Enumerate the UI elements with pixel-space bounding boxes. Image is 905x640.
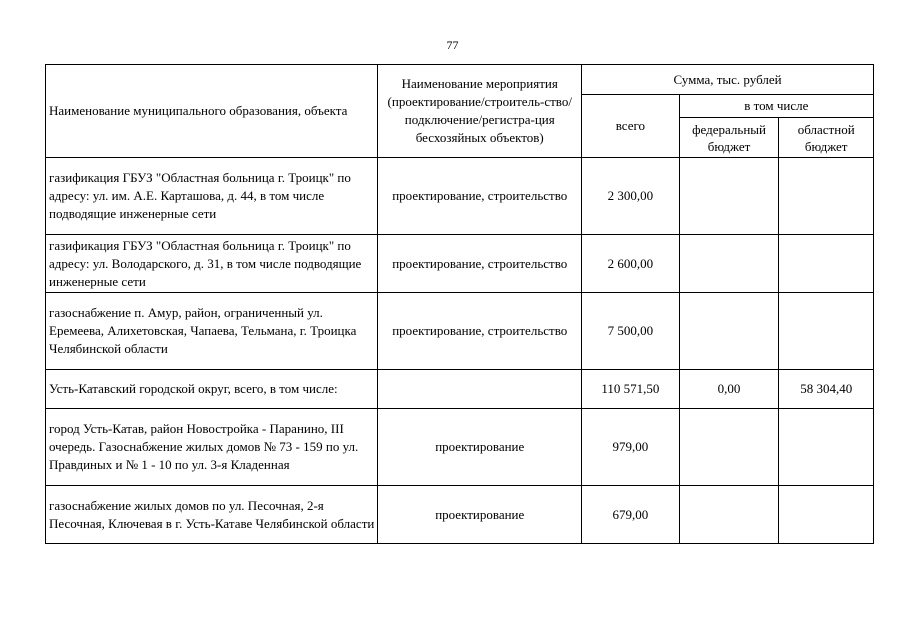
header-event: Наименование мероприятия (проектирование/строитель-ство/подключение/регистра-ция бесхозяйных объектов) [378, 65, 582, 158]
table-row [46, 409, 874, 486]
row-event: проектирование [378, 409, 582, 486]
row-federal: 0,00 [679, 370, 779, 409]
header-sum: Сумма, тыс. рублей [582, 65, 874, 95]
row-event: проектирование [378, 486, 582, 544]
row-event: проектирование, строительство [378, 158, 582, 235]
row-total: 2 300,00 [582, 158, 680, 235]
row-regional [779, 293, 874, 370]
row-event [378, 370, 582, 409]
row-total: 679,00 [582, 486, 680, 544]
row-regional [779, 235, 874, 293]
header-federal: федеральный бюджет [679, 118, 779, 158]
header-regional: областной бюджет [779, 118, 874, 158]
table-row [46, 486, 874, 544]
row-event: проектирование, строительство [378, 235, 582, 293]
table-row [46, 293, 874, 370]
row-regional [779, 409, 874, 486]
row-event: проектирование, строительство [378, 293, 582, 370]
row-federal [679, 158, 779, 235]
row-name: газификация ГБУЗ "Областная больница г. Троицк" по адресу: ул. им. А.Е. Карташова, д. 44, в том числе подводящие инженерные сети [46, 158, 378, 235]
row-name: газоснабжение п. Амур, район, ограниченный ул. Еремеева, Алихетовская, Чапаева, Тельмана, г. Троицка Челябинской области [46, 293, 378, 370]
table-row [46, 235, 874, 293]
row-name: Усть-Катавский городской округ, всего, в том числе: [46, 370, 378, 409]
row-name: газификация ГБУЗ "Областная больница г. Троицк" по адресу: ул. Володарского, д. 31, в том числе подводящие инженерные сети [46, 235, 378, 293]
row-total: 2 600,00 [582, 235, 680, 293]
header-including: в том числе [679, 95, 873, 118]
header-total: всего [582, 95, 680, 158]
row-total: 979,00 [582, 409, 680, 486]
row-regional [779, 486, 874, 544]
header-name: Наименование муниципального образования, объекта [46, 65, 378, 158]
page-number: 77 [446, 38, 459, 52]
row-regional [779, 158, 874, 235]
row-total: 110 571,50 [582, 370, 680, 409]
row-total: 7 500,00 [582, 293, 680, 370]
table-row [46, 370, 874, 409]
row-name: город Усть-Катав, район Новостройка - Паранино, III очередь. Газоснабжение жилых домов № 73 - 159 по ул. Правдиных и № 1 - 10 по ул. 3-я Кладенная [46, 409, 378, 486]
table-row [46, 158, 874, 235]
row-federal [679, 293, 779, 370]
row-federal [679, 235, 779, 293]
row-name: газоснабжение жилых домов по ул. Песочная, 2-я Песочная, Ключевая в г. Усть-Катаве Челябинской области [46, 486, 378, 544]
row-federal [679, 486, 779, 544]
row-federal [679, 409, 779, 486]
row-regional: 58 304,40 [779, 370, 874, 409]
budget-table [45, 64, 874, 544]
